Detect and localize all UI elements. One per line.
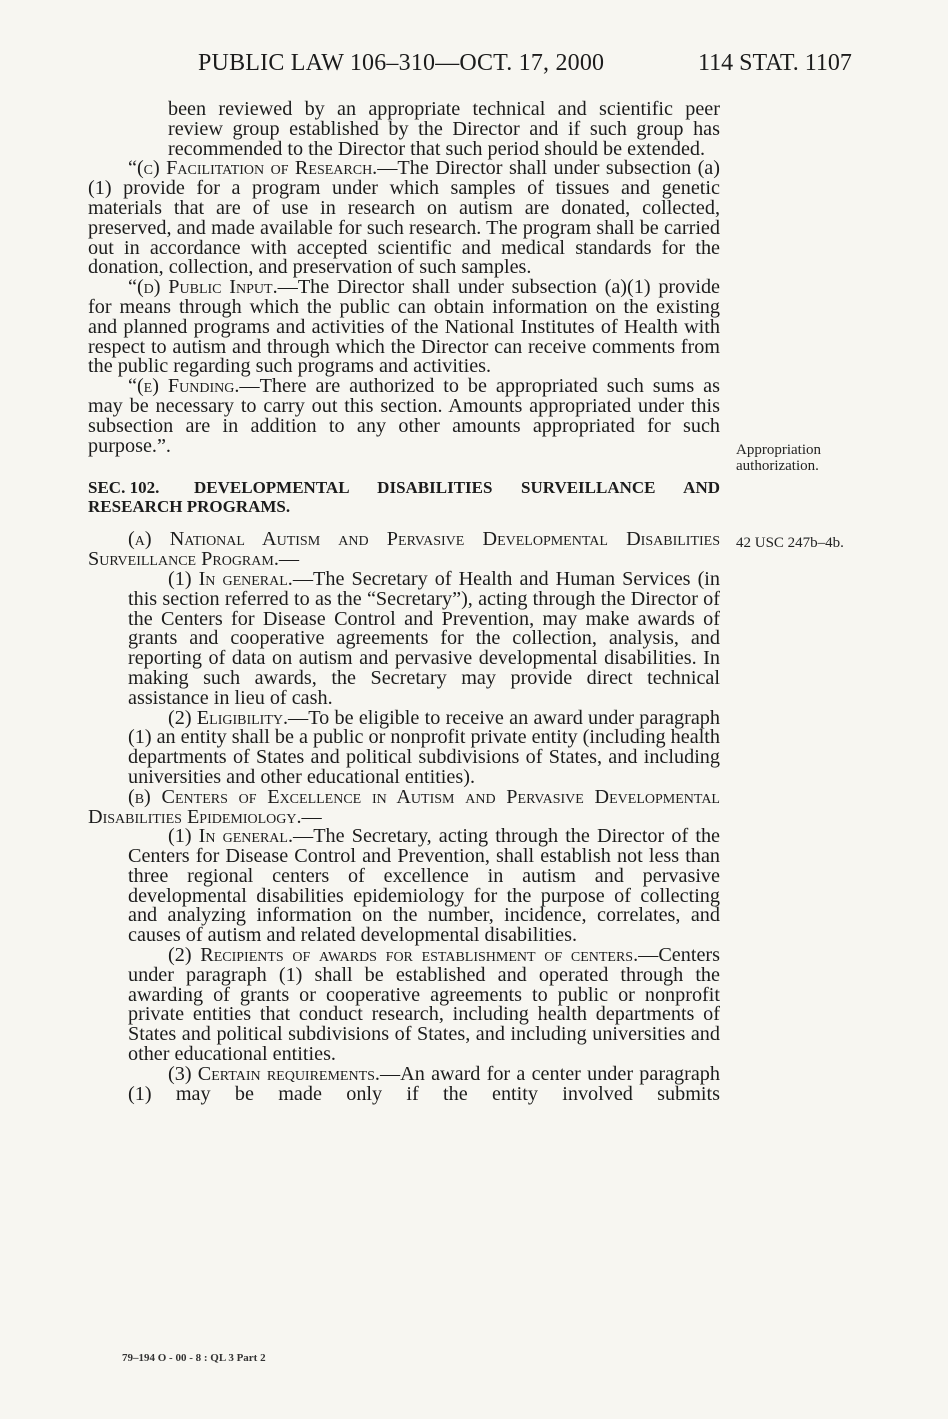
paragraph-a1: [88, 567, 720, 709]
paragraph-b2: [88, 946, 720, 1065]
subsection-b-heading: (b) Centers of Excellence in Autism and Pervasive Developmental Disabilities Epidemiology.—: [88, 785, 720, 828]
heading-d: “(d) Public Input.: [128, 276, 278, 299]
text-b1: —The Secretary, acting through the Director of the Centers for Disease Control and Prevention, shall establish not less than three regional centers of excellence in autism and pervasive developmental disabilities epidemiology for the purpose of collecting and analyzing information on the number, incidence, correlates, and causes of autism and related developmental disabilities.: [128, 825, 720, 947]
paragraph-b3: [88, 1062, 720, 1105]
subsection-a-heading: (a) National Autism and Pervasive Developmental Disabilities Surveillance Program.—: [88, 528, 720, 571]
text-c: —The Director shall under subsection (a)(1) provide for a program under which samples of tissues and genetic materials that are of use in research on autism are donated, collected, preserved, and made available for such research. The program shall be carried out in accordance with accepted scientific and medical standards for the donation, collection, and preservation of such samples.: [88, 157, 720, 279]
heading-b1: (1) In general.: [168, 825, 294, 848]
running-header-title: PUBLIC LAW 106–310—OCT. 17, 2000: [198, 50, 605, 76]
heading-a1: (1) In general.: [168, 567, 293, 590]
paragraph-a2: [88, 706, 721, 788]
section-number: SEC. 102.: [88, 478, 160, 498]
paragraph-e: [88, 377, 720, 456]
heading-e: “(e) Funding.: [128, 375, 240, 398]
margin-note-appropriation-line1: Appropriation: [736, 442, 821, 458]
text-a2: —To be eligible to receive an award under paragraph (1) an entity shall be a public or nonprofit private entity (including health departments of States and political subdivisions of States, and including universities and other educational entities).: [128, 706, 721, 788]
section-title: DEVELOPMENTAL DISABILITIES SURVEILLANCE AND RESEARCH PROGRAMS.: [88, 478, 720, 517]
text-b3: —An award for a center under paragraph (1) may be made only if the entity involved submits: [128, 1062, 720, 1105]
print-footer: 79–194 O - 00 - 8 : QL 3 Part 2: [122, 1352, 266, 1364]
paragraph-continuation: been reviewed by an appropriate technical and scientific peer review group established by the Director and if such group has recommended to the Director that such period should be extended.: [168, 98, 720, 160]
document-body: [88, 100, 720, 1104]
text-b2: —Centers under paragraph (1) shall be established and operated through the awarding of grants or cooperative agreements to public or nonprofit private entities that conduct research, including health departments of States and political subdivisions of States, and including universities and other educational entities.: [128, 944, 720, 1066]
heading-b3: (3) Certain requirements.: [168, 1062, 380, 1085]
paragraph-c: [88, 159, 720, 278]
text-a1: —The Secretary of Health and Human Services (in this section referred to as the “Secretary”), acting through the Director of the Centers for Disease Control and Prevention, may make awards of grants and cooperative agreements for the collection, analysis, and reporting of data on autism and pervasive developmental disabilities. In making such awards, the Secretary may provide direct technical assistance in lieu of cash.: [128, 567, 720, 709]
margin-note-appropriation-line2: authorization.: [736, 458, 819, 474]
paragraph-b1: [88, 827, 720, 946]
text-d: —The Director shall under subsection (a)(1) provide for means through which the public can obtain information on the existing and planned programs and activities of the National Institutes of Health with respect to autism and through which the Director can receive comments from the public regarding such programs and activities.: [88, 276, 720, 378]
text-e: —There are authorized to be appropriated such sums as may be necessary to carry out this section. Amounts appropriated under this subsection are in addition to any other amounts appropriated for such purpose.”.: [88, 375, 720, 457]
running-header-page: 114 STAT. 1107: [698, 50, 852, 76]
section-heading: [88, 478, 720, 516]
heading-c: “(c) Facilitation of Research.: [128, 157, 378, 180]
heading-b2: (2) Recipients of awards for establishment of centers.: [168, 944, 639, 967]
paragraph-d: [88, 278, 720, 377]
margin-note-appropriation: [736, 442, 821, 474]
heading-a2: (2) Eligibility.: [168, 706, 289, 729]
margin-note-usc-citation: 42 USC 247b–4b.: [736, 535, 844, 551]
